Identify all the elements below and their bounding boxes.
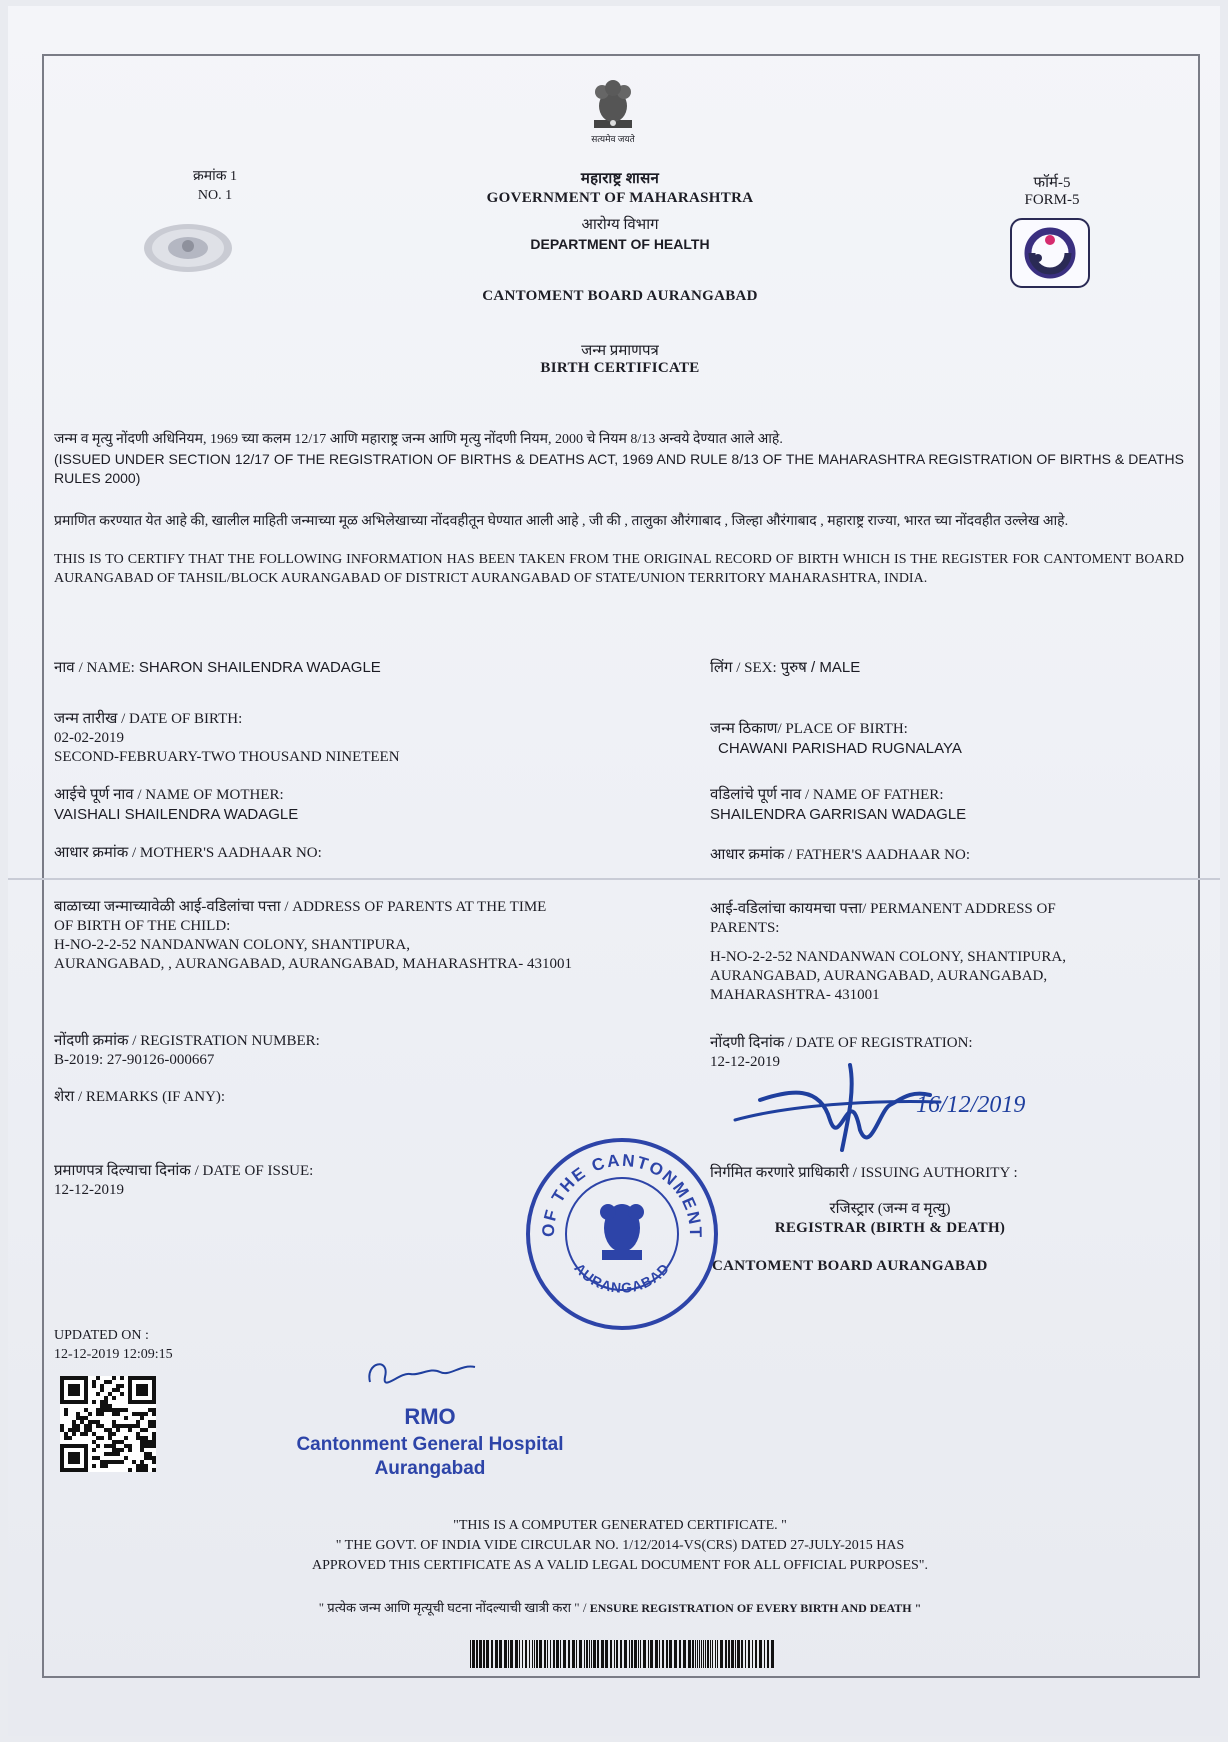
hospital-stamp-name: Cantonment General Hospital <box>296 1434 564 1455</box>
sex-label: लिंग / SEX: <box>710 660 777 676</box>
birth-address-line-1: H-NO-2-2-52 NANDANWAN COLONY, SHANTIPURA, <box>54 937 410 953</box>
seal-ring-text: OF THE CANTONMENT <box>538 1150 706 1240</box>
certify-statement: THIS IS TO CERTIFY THAT THE FOLLOWING INFORMATION HAS BEEN TAKEN FROM THE ORIGINAL RECORD OF BIRTH WHICH IS THE REGISTER FOR CANTOMENT BOARD AURANGABAD OF TAHSIL/BLOCK AURANGABAD OF DISTRICT AURANGABAD OF STATE/UNION TERRITORY MAHARASHTRA, INDIA. <box>54 552 1184 586</box>
rmo-signature <box>360 1352 480 1398</box>
registrar-title: REGISTRAR (BIRTH & DEATH) <box>774 1220 1006 1236</box>
registration-date-label: नोंदणी दिनांक / DATE OF REGISTRATION: <box>710 1035 973 1051</box>
form-number-mr: फॉर्म-5 <box>1033 175 1071 191</box>
footer-line-3: APPROVED THIS CERTIFICATE AS A VALID LEGAL DOCUMENT FOR ALL OFFICIAL PURPOSES". <box>311 1558 929 1573</box>
emblem-motto: सत्यमेव जयते <box>591 134 635 144</box>
serial-number-mr: क्रमांक 1 <box>192 169 237 184</box>
mother-name-label: आईचे पूर्ण नाव / NAME OF MOTHER: <box>54 787 284 803</box>
department-heading: DEPARTMENT OF HEALTH <box>530 236 710 252</box>
birth-address-field <box>54 898 694 974</box>
footer-slogan-mr: " प्रत्येक जन्म आणि मृत्यूची घटना नोंदल्याची खात्री करा " / <box>318 1600 587 1615</box>
name-label-mr: नाव <box>54 660 75 676</box>
svg-text:AURANGABAD <box>571 1260 672 1296</box>
permanent-address-line-1: H-NO-2-2-52 NANDANWAN COLONY, SHANTIPURA, <box>710 949 1066 965</box>
father-aadhaar-label: आधार क्रमांक / FATHER'S AADHAAR NO: <box>710 847 970 863</box>
sex-value: पुरुष / MALE <box>780 659 861 676</box>
barcode[interactable] <box>470 1640 778 1668</box>
name-label: / NAME: <box>78 660 135 676</box>
mother-name-value: VAISHALI SHAILENDRA WADAGLE <box>54 806 299 823</box>
government-heading-mr: महाराष्ट्र शासन <box>580 171 660 187</box>
authority-board: CANTOMENT BOARD AURANGABAD <box>712 1258 988 1274</box>
title-mr: जन्म प्रमाणपत्र <box>581 343 659 359</box>
permanent-address-label-1: आई-वडिलांचा कायमचा पत्ता/ PERMANENT ADDRESS OF <box>710 901 1056 917</box>
updated-on-field <box>54 1326 314 1364</box>
updated-on-value: 12-12-2019 12:09:15 <box>54 1347 173 1362</box>
government-heading: GOVERNMENT OF MAHARASHTRA <box>486 190 754 206</box>
seal-emblem-icon <box>600 1204 644 1260</box>
birth-address-label-1: बाळाच्या जन्माच्यावेळी आई-वडिलांचा पत्ता / ADDRESS OF PARENTS AT THE TIME <box>54 899 547 915</box>
date-of-issue-label: प्रमाणपत्र दिल्याचा दिनांक / DATE OF ISSUE: <box>54 1163 314 1179</box>
permanent-address-line-3: MAHARASHTRA- 431001 <box>710 987 880 1003</box>
mother-name-field <box>54 786 654 824</box>
rmo-stamp: RMO <box>404 1404 456 1429</box>
hospital-stamp-city: Aurangabad <box>374 1458 486 1479</box>
certify-statement-mr: प्रमाणित करण्यात येत आहे की, खालील माहिती जन्माच्या मूळ अभिलेखाच्या नोंदवहीतून घेण्यात आली आहे , जी की , तालुका औरंगाबाद , जिल्हा औरंगाबाद , महाराष्ट्र राज्या, भारत च्या नोंदवहीत उल्लेख आहे. <box>54 514 1069 529</box>
issuing-authority-label: निर्गमित करणारे प्राधिकारी / ISSUING AUTHORITY : <box>710 1165 1018 1181</box>
mother-aadhaar-label: आधार क्रमांक / MOTHER'S AADHAAR NO: <box>54 845 322 861</box>
fold-line <box>8 878 1220 880</box>
father-name-field <box>710 786 1190 824</box>
registration-number-label: नोंदणी क्रमांक / REGISTRATION NUMBER: <box>54 1033 320 1049</box>
name-value: SHARON SHAILENDRA WADAGLE <box>138 659 381 676</box>
footer-line-2: " THE GOVT. OF INDIA VIDE CIRCULAR NO. 1/12/2014-VS(CRS) DATED 27-JULY-2015 HAS <box>335 1538 905 1553</box>
registrar-title-mr: रजिस्ट्रार (जन्म व मृत्यु) <box>829 1201 951 1217</box>
place-of-birth-field <box>710 720 1190 758</box>
father-name-value: SHAILENDRA GARRISAN WADAGLE <box>710 806 967 823</box>
permanent-address-line-2: AURANGABAD, AURANGABAD, AURANGABAD, <box>710 968 1048 984</box>
name-field <box>54 658 654 678</box>
department-heading-mr: आरोग्य विभाग <box>581 217 659 233</box>
qr-code[interactable] <box>60 1376 156 1472</box>
form-logo-icon <box>1010 218 1090 288</box>
place-of-birth-label: जन्म ठिकाण/ PLACE OF BIRTH: <box>710 721 908 737</box>
footer-line-1: "THIS IS A COMPUTER GENERATED CERTIFICATE. " <box>453 1518 787 1533</box>
footer-slogan <box>160 1598 1080 1616</box>
permanent-address-field <box>710 900 1190 1005</box>
registration-number-field <box>54 1032 654 1070</box>
registration-number-value: B-2019: 27-90126-000667 <box>54 1052 215 1068</box>
seal-bottom-text: AURANGABAD <box>571 1259 673 1296</box>
dob-value: 02-02-2019 <box>54 730 124 746</box>
sex-field <box>710 658 1190 678</box>
cantonment-board-seal <box>524 1136 720 1332</box>
date-of-issue-value: 12-12-2019 <box>54 1182 124 1198</box>
footer-slogan-en: ENSURE REGISTRATION OF EVERY BIRTH AND DEATH " <box>589 1601 922 1615</box>
permanent-address-label-2: PARENTS: <box>710 920 780 936</box>
father-name-label: वडिलांचे पूर्ण नाव / NAME OF FATHER: <box>710 787 944 803</box>
remarks-label: शेरा / REMARKS (IF ANY): <box>54 1089 226 1105</box>
serial-number: NO. 1 <box>197 188 233 203</box>
page-title: BIRTH CERTIFICATE <box>540 360 700 376</box>
date-of-birth-field <box>54 710 654 767</box>
dob-label: जन्म तारीख / DATE OF BIRTH: <box>54 711 243 727</box>
place-of-birth-value: CHAWANI PARISHAD RUGNALAYA <box>718 740 962 757</box>
maharashtra-seal-icon <box>142 222 234 274</box>
form-number: FORM-5 <box>1024 192 1080 208</box>
board-heading: CANTOMENT BOARD AURANGABAD <box>482 288 758 304</box>
updated-on-label: UPDATED ON : <box>54 1328 149 1343</box>
dob-words: SECOND-FEBRUARY-TWO THOUSAND NINETEEN <box>54 749 400 765</box>
issued-under: (ISSUED UNDER SECTION 12/17 OF THE REGISTRATION OF BIRTHS & DEATHS ACT, 1969 AND RULE 8/13 OF THE MAHARASHTRA REGISTRATION OF BIRTHS & DEATHS RULES 2000) <box>54 451 1184 486</box>
registration-date-value: 12-12-2019 <box>710 1054 780 1070</box>
signature-date: 16/12/2019 <box>916 1092 1026 1118</box>
birth-address-line-2: AURANGABAD, , AURANGABAD, AURANGABAD, MAHARASHTRA- 431001 <box>54 956 572 972</box>
birth-address-label-2: OF BIRTH OF THE CHILD: <box>54 918 231 934</box>
issued-under-mr: जन्म व मृत्यु नोंदणी अधिनियम, 1969 च्या कलम 12/17 आणि महाराष्ट्र जन्म आणि मृत्यु नोंदणी नियम, 2000 चे नियम 8/13 अन्वये देण्यात आले आहे. <box>54 432 783 447</box>
